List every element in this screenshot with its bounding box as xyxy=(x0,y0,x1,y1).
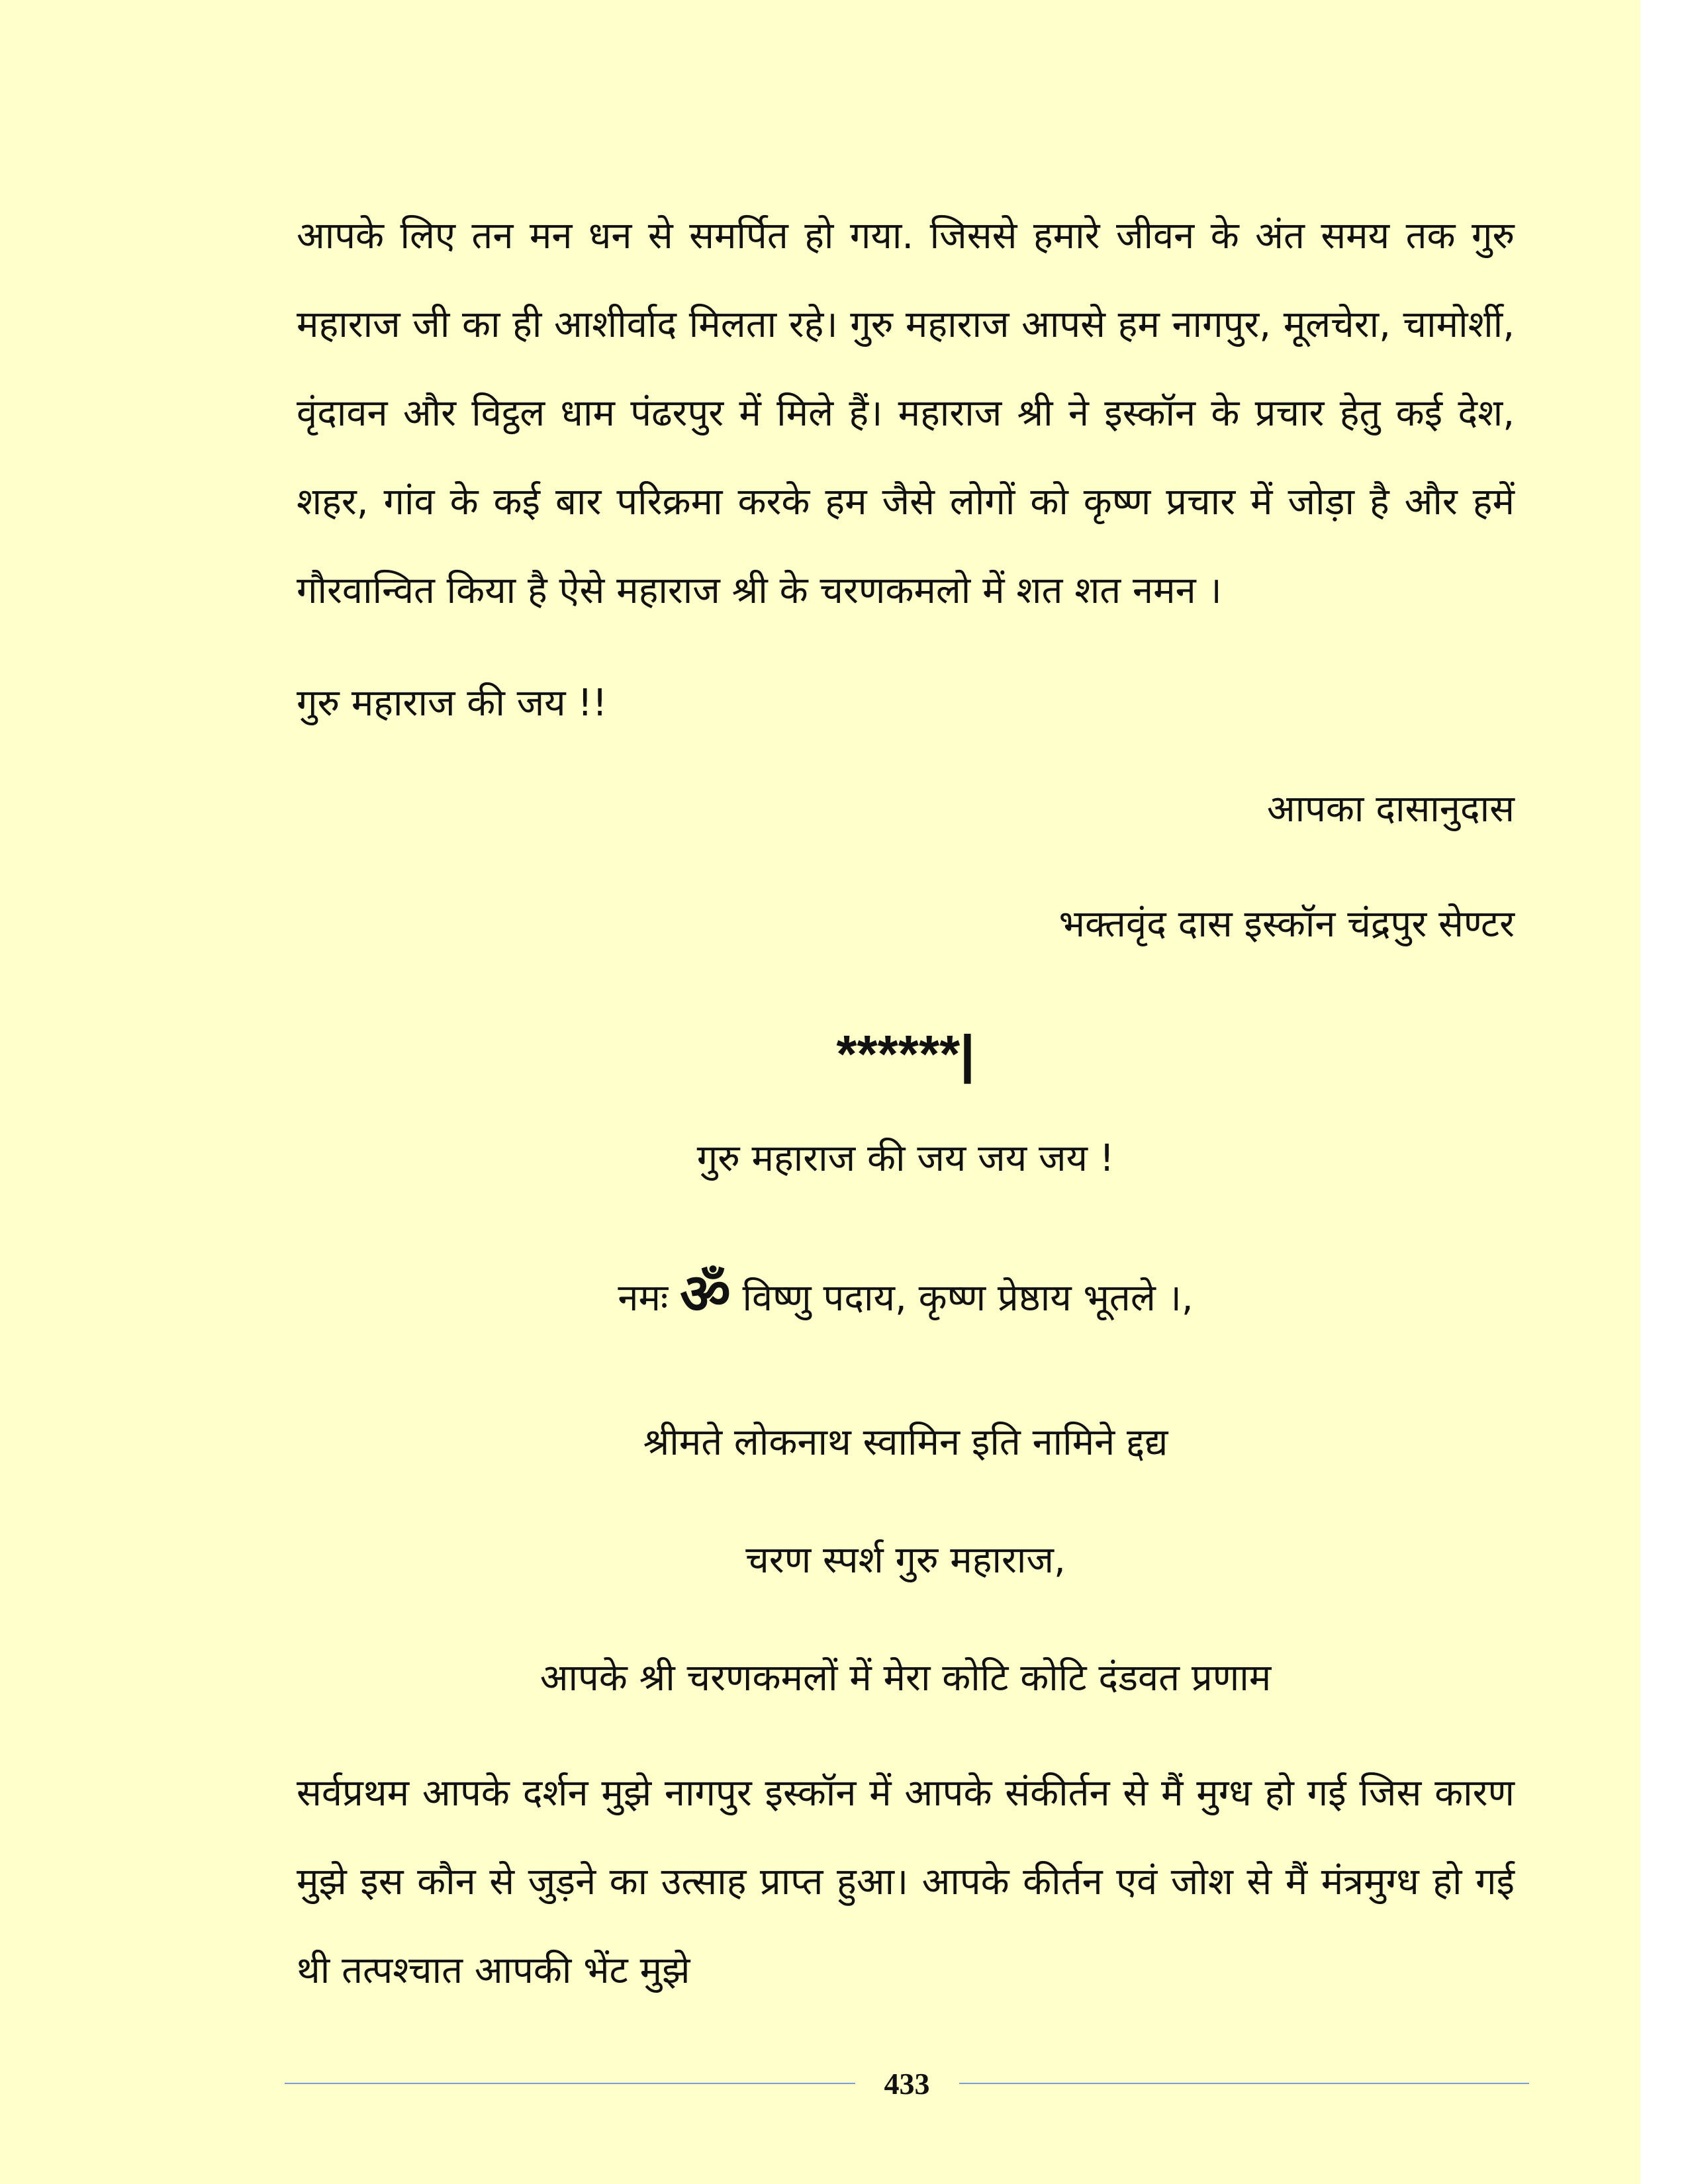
signoff-line: आपका दासानुदास xyxy=(1266,788,1515,831)
paragraph-2: गुरु महाराज की जय !! xyxy=(297,682,608,725)
page-footer xyxy=(285,2057,1529,2110)
om-symbol: ॐ xyxy=(680,1261,731,1326)
greeting-line: चरण स्पर्श गुरु महाराज, xyxy=(745,1539,1066,1582)
paragraph-1: आपके लिए तन मन धन से समर्पित हो गया. जिससे हमारे जीवन के अंत समय तक गुरु महाराज जी का ही आशीर्वाद मिलता रहे। गुरु महाराज आपसे हम नागपुर, मूलचेरा, चामोर्शी, वृंदावन और विट्ठल धाम पंढरपुर में मिले हैं। महाराज श्री ने इस्कॉन के प्रचार हेतु कई देश, शहर, गांव के कई बार परिक्रमा करके हम जैसे लोगों को कृष्ण प्रचार में जोड़ा है और हमें गौरवान्वित किया है ऐसे महाराज श्री के चरणकमलो में शत शत नमन । xyxy=(297,214,1515,612)
footer-rule-left xyxy=(285,2083,855,2084)
signature-line: भक्तवृंद दास इस्कॉन चंद्रपुर सेण्टर xyxy=(1058,903,1515,946)
mantra-line-1 xyxy=(297,1250,1515,1343)
section-separator: ******| xyxy=(836,1024,975,1083)
mantra-text-1: विष्णु पदाय, कृष्ण प्रेष्ठाय भूतले ।, xyxy=(742,1277,1194,1320)
salutation-line: गुरु महाराज की जय जय जय ! xyxy=(696,1137,1115,1180)
footer-rule-right xyxy=(959,2083,1530,2084)
pranam-line: आपके श्री चरणकमलों में मेरा कोटि कोटि दंडवत प्रणाम xyxy=(539,1657,1272,1700)
page-content xyxy=(297,192,1515,2015)
page-number: 433 xyxy=(884,2066,930,2101)
paragraph-3: सर्वप्रथम आपके दर्शन मुझे नागपुर इस्कॉन में आपके संकीर्तन से मैं मुग्ध हो गई जिस कारण मुझे इस कौन से जुड़ने का उत्साह प्राप्त हुआ। आपके कीर्तन एवं जोश से मैं मंत्रमुग्ध हो गई थी तत्पश्चात आपकी भेंट मुझे xyxy=(297,1772,1515,1992)
mantra-line-2: श्रीमते लोकनाथ स्वामिन इति नामिने द्दद्य xyxy=(643,1421,1168,1464)
mantra-prefix: नमः xyxy=(618,1277,669,1320)
